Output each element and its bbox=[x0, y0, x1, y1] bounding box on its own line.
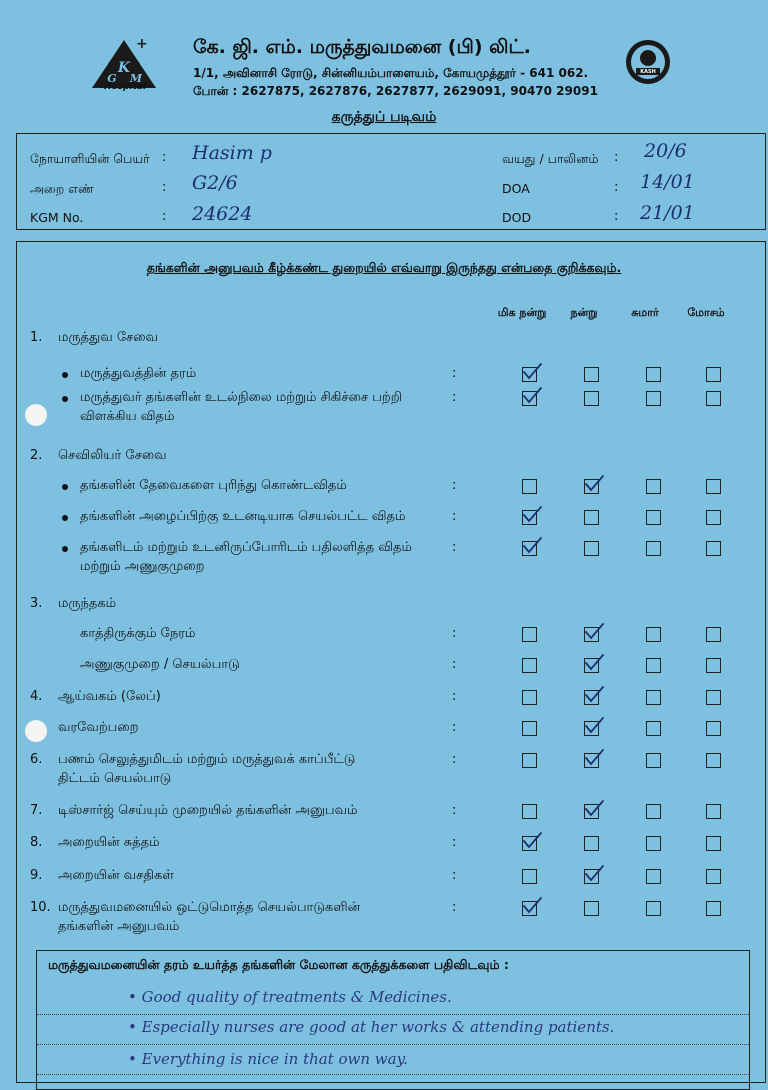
punch-hole bbox=[25, 404, 47, 426]
rating-checkbox[interactable] bbox=[584, 804, 599, 819]
rating-checkbox[interactable] bbox=[522, 510, 537, 525]
column-header-average: சுமார் bbox=[631, 306, 659, 319]
column-header-poor: மோசம் bbox=[687, 306, 725, 319]
check-mark-icon bbox=[583, 799, 605, 819]
rating-checkbox[interactable] bbox=[522, 541, 537, 556]
rating-checkbox[interactable] bbox=[584, 479, 599, 494]
rating-checkbox[interactable] bbox=[706, 690, 721, 705]
rating-checkbox[interactable] bbox=[706, 658, 721, 673]
rating-checkbox[interactable] bbox=[584, 869, 599, 884]
check-mark-icon bbox=[583, 474, 605, 494]
check-mark-icon bbox=[583, 748, 605, 768]
rating-checkbox[interactable] bbox=[646, 836, 661, 851]
rating-checkbox[interactable] bbox=[646, 479, 661, 494]
question-text-continued: திட்டம் செயல்பாடு bbox=[58, 771, 172, 786]
svg-text:G: G bbox=[107, 72, 117, 85]
hospital-phone: போன் : 2627875, 2627876, 2627877, 2629091, 90470 29091 bbox=[193, 84, 598, 98]
hospital-name: கே. ஜி. எம். மருத்துவமனை (பி) லிட். bbox=[193, 36, 531, 58]
rating-checkbox[interactable] bbox=[706, 721, 721, 736]
rating-checkbox[interactable] bbox=[522, 804, 537, 819]
check-mark-icon bbox=[583, 685, 605, 705]
rating-checkbox[interactable] bbox=[584, 690, 599, 705]
question-text-continued: மற்றும் அணுகுமுறை bbox=[80, 559, 205, 574]
room-number-value[interactable]: G2/6 bbox=[192, 172, 238, 194]
check-mark-icon bbox=[583, 864, 605, 884]
question-text: மருத்துவமனையில் ஒட்டுமொத்த செயல்பாடுகளின் bbox=[58, 900, 361, 915]
bullet-icon bbox=[62, 546, 68, 552]
rating-checkbox[interactable] bbox=[522, 901, 537, 916]
rating-checkbox[interactable] bbox=[522, 658, 537, 673]
rating-checkbox[interactable] bbox=[646, 901, 661, 916]
question-number: 1. bbox=[30, 330, 43, 345]
patient-name-value[interactable]: Hasim p bbox=[192, 142, 272, 164]
rating-checkbox[interactable] bbox=[706, 836, 721, 851]
question-text: காத்திருக்கும் நேரம் bbox=[80, 626, 196, 641]
rating-checkbox[interactable] bbox=[522, 753, 537, 768]
rating-checkbox[interactable] bbox=[584, 541, 599, 556]
age-gender-label: வயது / பாலினம் bbox=[502, 151, 599, 166]
question-text: டிஸ்சார்ஜ் செய்யும் முறையில் தங்களின் அனுபவம் bbox=[58, 803, 358, 818]
bullet-icon bbox=[62, 396, 68, 402]
comments-title: மருத்துவமனையின் தரம் உயர்த்த தங்களின் மேலான கருத்துக்களை பதிவிடவும் : bbox=[48, 957, 509, 972]
age-gender-value[interactable]: 20/6 bbox=[644, 140, 687, 162]
rating-checkbox[interactable] bbox=[522, 690, 537, 705]
bullet-icon bbox=[62, 515, 68, 521]
rating-checkbox[interactable] bbox=[646, 391, 661, 406]
accreditation-emblem bbox=[624, 38, 672, 86]
section-heading: மருந்தகம் bbox=[58, 596, 117, 611]
rating-checkbox[interactable] bbox=[646, 753, 661, 768]
rating-checkbox[interactable] bbox=[706, 901, 721, 916]
rating-checkbox[interactable] bbox=[706, 510, 721, 525]
punch-hole bbox=[25, 720, 47, 742]
check-mark-icon bbox=[521, 505, 543, 525]
question-text: வரவேற்பறை bbox=[58, 720, 139, 735]
rating-checkbox[interactable] bbox=[522, 391, 537, 406]
rating-checkbox[interactable] bbox=[584, 367, 599, 382]
rating-checkbox[interactable] bbox=[584, 721, 599, 736]
question-number: 2. bbox=[30, 448, 43, 463]
rating-checkbox[interactable] bbox=[646, 367, 661, 382]
kgm-number-value[interactable]: 24624 bbox=[192, 203, 253, 225]
rating-checkbox[interactable] bbox=[584, 391, 599, 406]
svg-text:+: + bbox=[136, 36, 148, 52]
rating-checkbox[interactable] bbox=[646, 658, 661, 673]
rating-checkbox[interactable] bbox=[706, 541, 721, 556]
rating-checkbox[interactable] bbox=[522, 627, 537, 642]
rating-checkbox[interactable] bbox=[646, 510, 661, 525]
question-text: ஆய்வகம் (லேப்) bbox=[58, 689, 161, 704]
section-heading: மருத்துவ சேவை bbox=[58, 330, 158, 345]
doa-value[interactable]: 14/01 bbox=[640, 171, 695, 193]
logo-caption: Hospital bbox=[104, 82, 147, 92]
question-number: 8. bbox=[30, 835, 43, 850]
rating-checkbox[interactable] bbox=[646, 541, 661, 556]
rating-checkbox[interactable] bbox=[584, 627, 599, 642]
rating-checkbox[interactable] bbox=[646, 869, 661, 884]
check-mark-icon bbox=[521, 536, 543, 556]
column-header-excellent: மிக நன்று bbox=[497, 306, 547, 319]
question-number: 4. bbox=[30, 689, 43, 704]
rating-checkbox[interactable] bbox=[584, 658, 599, 673]
check-mark-icon bbox=[521, 362, 543, 382]
question-text: தங்களின் அழைப்பிற்கு உடனடியாக செயல்பட்ட விதம் bbox=[80, 509, 406, 524]
rating-checkbox[interactable] bbox=[522, 836, 537, 851]
question-text-continued: தங்களின் அனுபவம் bbox=[58, 919, 180, 934]
question-number: 9. bbox=[30, 868, 43, 883]
check-mark-icon bbox=[583, 622, 605, 642]
rating-checkbox[interactable] bbox=[584, 510, 599, 525]
column-header-good: நன்று bbox=[570, 306, 598, 319]
bullet-icon bbox=[62, 484, 68, 490]
rating-checkbox[interactable] bbox=[584, 836, 599, 851]
svg-text:M: M bbox=[129, 72, 143, 85]
question-text: மருத்துவத்தின் தரம் bbox=[80, 366, 197, 381]
question-text-continued: விளக்கிய விதம் bbox=[80, 409, 175, 424]
question-text: பணம் செலுத்துமிடம் மற்றும் மருத்துவக் காப்பீட்டு bbox=[58, 752, 356, 767]
bullet-icon bbox=[62, 372, 68, 378]
rating-checkbox[interactable] bbox=[584, 753, 599, 768]
question-number: 7. bbox=[30, 803, 43, 818]
emblem-text: KASH bbox=[640, 69, 656, 75]
rating-checkbox[interactable] bbox=[522, 721, 537, 736]
section-heading: செவிலியர் சேவை bbox=[58, 448, 167, 463]
question-text: அறையின் வசதிகள் bbox=[58, 868, 175, 883]
rating-checkbox[interactable] bbox=[706, 869, 721, 884]
check-mark-icon bbox=[583, 653, 605, 673]
rating-checkbox[interactable] bbox=[522, 869, 537, 884]
svg-text:K: K bbox=[117, 60, 131, 76]
form-title: கருத்துப் படிவம் bbox=[331, 109, 437, 125]
survey-instruction: தங்களின் அனுபவம் கீழ்க்கண்ட துறையில் எவ்வாறு இருந்தது என்பதை குறிக்கவும். bbox=[146, 260, 622, 275]
rating-checkbox[interactable] bbox=[646, 690, 661, 705]
rating-checkbox[interactable] bbox=[584, 901, 599, 916]
kgm-number-label: KGM No. bbox=[30, 210, 84, 225]
doa-label: DOA bbox=[502, 181, 530, 196]
check-mark-icon bbox=[521, 386, 543, 406]
question-number: 10. bbox=[30, 900, 51, 915]
comment-line-2[interactable]: • Especially nurses are good at her works & attending patients. bbox=[128, 1018, 615, 1036]
hospital-address: 1/1, அவினாசி ரோடு, சின்னியம்பாளையம், கோயமுத்தூர் - 641 062. bbox=[193, 66, 589, 80]
question-text: தங்களிடம் மற்றும் உடனிருப்போரிடம் பதிலளித்த விதம் bbox=[80, 540, 412, 555]
rating-checkbox[interactable] bbox=[646, 804, 661, 819]
comment-line-1[interactable]: • Good quality of treatments & Medicines. bbox=[128, 988, 452, 1006]
rating-checkbox[interactable] bbox=[706, 367, 721, 382]
check-mark-icon bbox=[521, 896, 543, 916]
question-text: அறையின் சுத்தம் bbox=[58, 835, 160, 850]
rating-checkbox[interactable] bbox=[646, 627, 661, 642]
check-mark-icon bbox=[521, 831, 543, 851]
question-text: அணுகுமுறை / செயல்பாடு bbox=[80, 657, 240, 672]
dod-label: DOD bbox=[502, 210, 532, 225]
question-number: 3. bbox=[30, 596, 43, 611]
rating-checkbox[interactable] bbox=[706, 479, 721, 494]
room-number-label: அறை எண் bbox=[30, 181, 94, 196]
dod-value[interactable]: 21/01 bbox=[640, 202, 695, 224]
rating-checkbox[interactable] bbox=[706, 391, 721, 406]
comment-line-3[interactable]: • Everything is nice in that own way. bbox=[128, 1050, 408, 1068]
check-mark-icon bbox=[583, 716, 605, 736]
patient-name-label: நோயாளியின் பெயர் bbox=[30, 151, 150, 166]
rating-checkbox[interactable] bbox=[706, 627, 721, 642]
rating-checkbox[interactable] bbox=[522, 367, 537, 382]
rating-checkbox[interactable] bbox=[706, 804, 721, 819]
rating-checkbox[interactable] bbox=[646, 721, 661, 736]
rating-checkbox[interactable] bbox=[706, 753, 721, 768]
question-text: மருத்துவர் தங்களின் உடல்நிலை மற்றும் சிகிச்சை பற்றி bbox=[80, 390, 402, 405]
rating-checkbox[interactable] bbox=[522, 479, 537, 494]
question-text: தங்களின் தேவைகளை புரிந்து கொண்டவிதம் bbox=[80, 478, 347, 493]
question-number: 6. bbox=[30, 752, 43, 767]
